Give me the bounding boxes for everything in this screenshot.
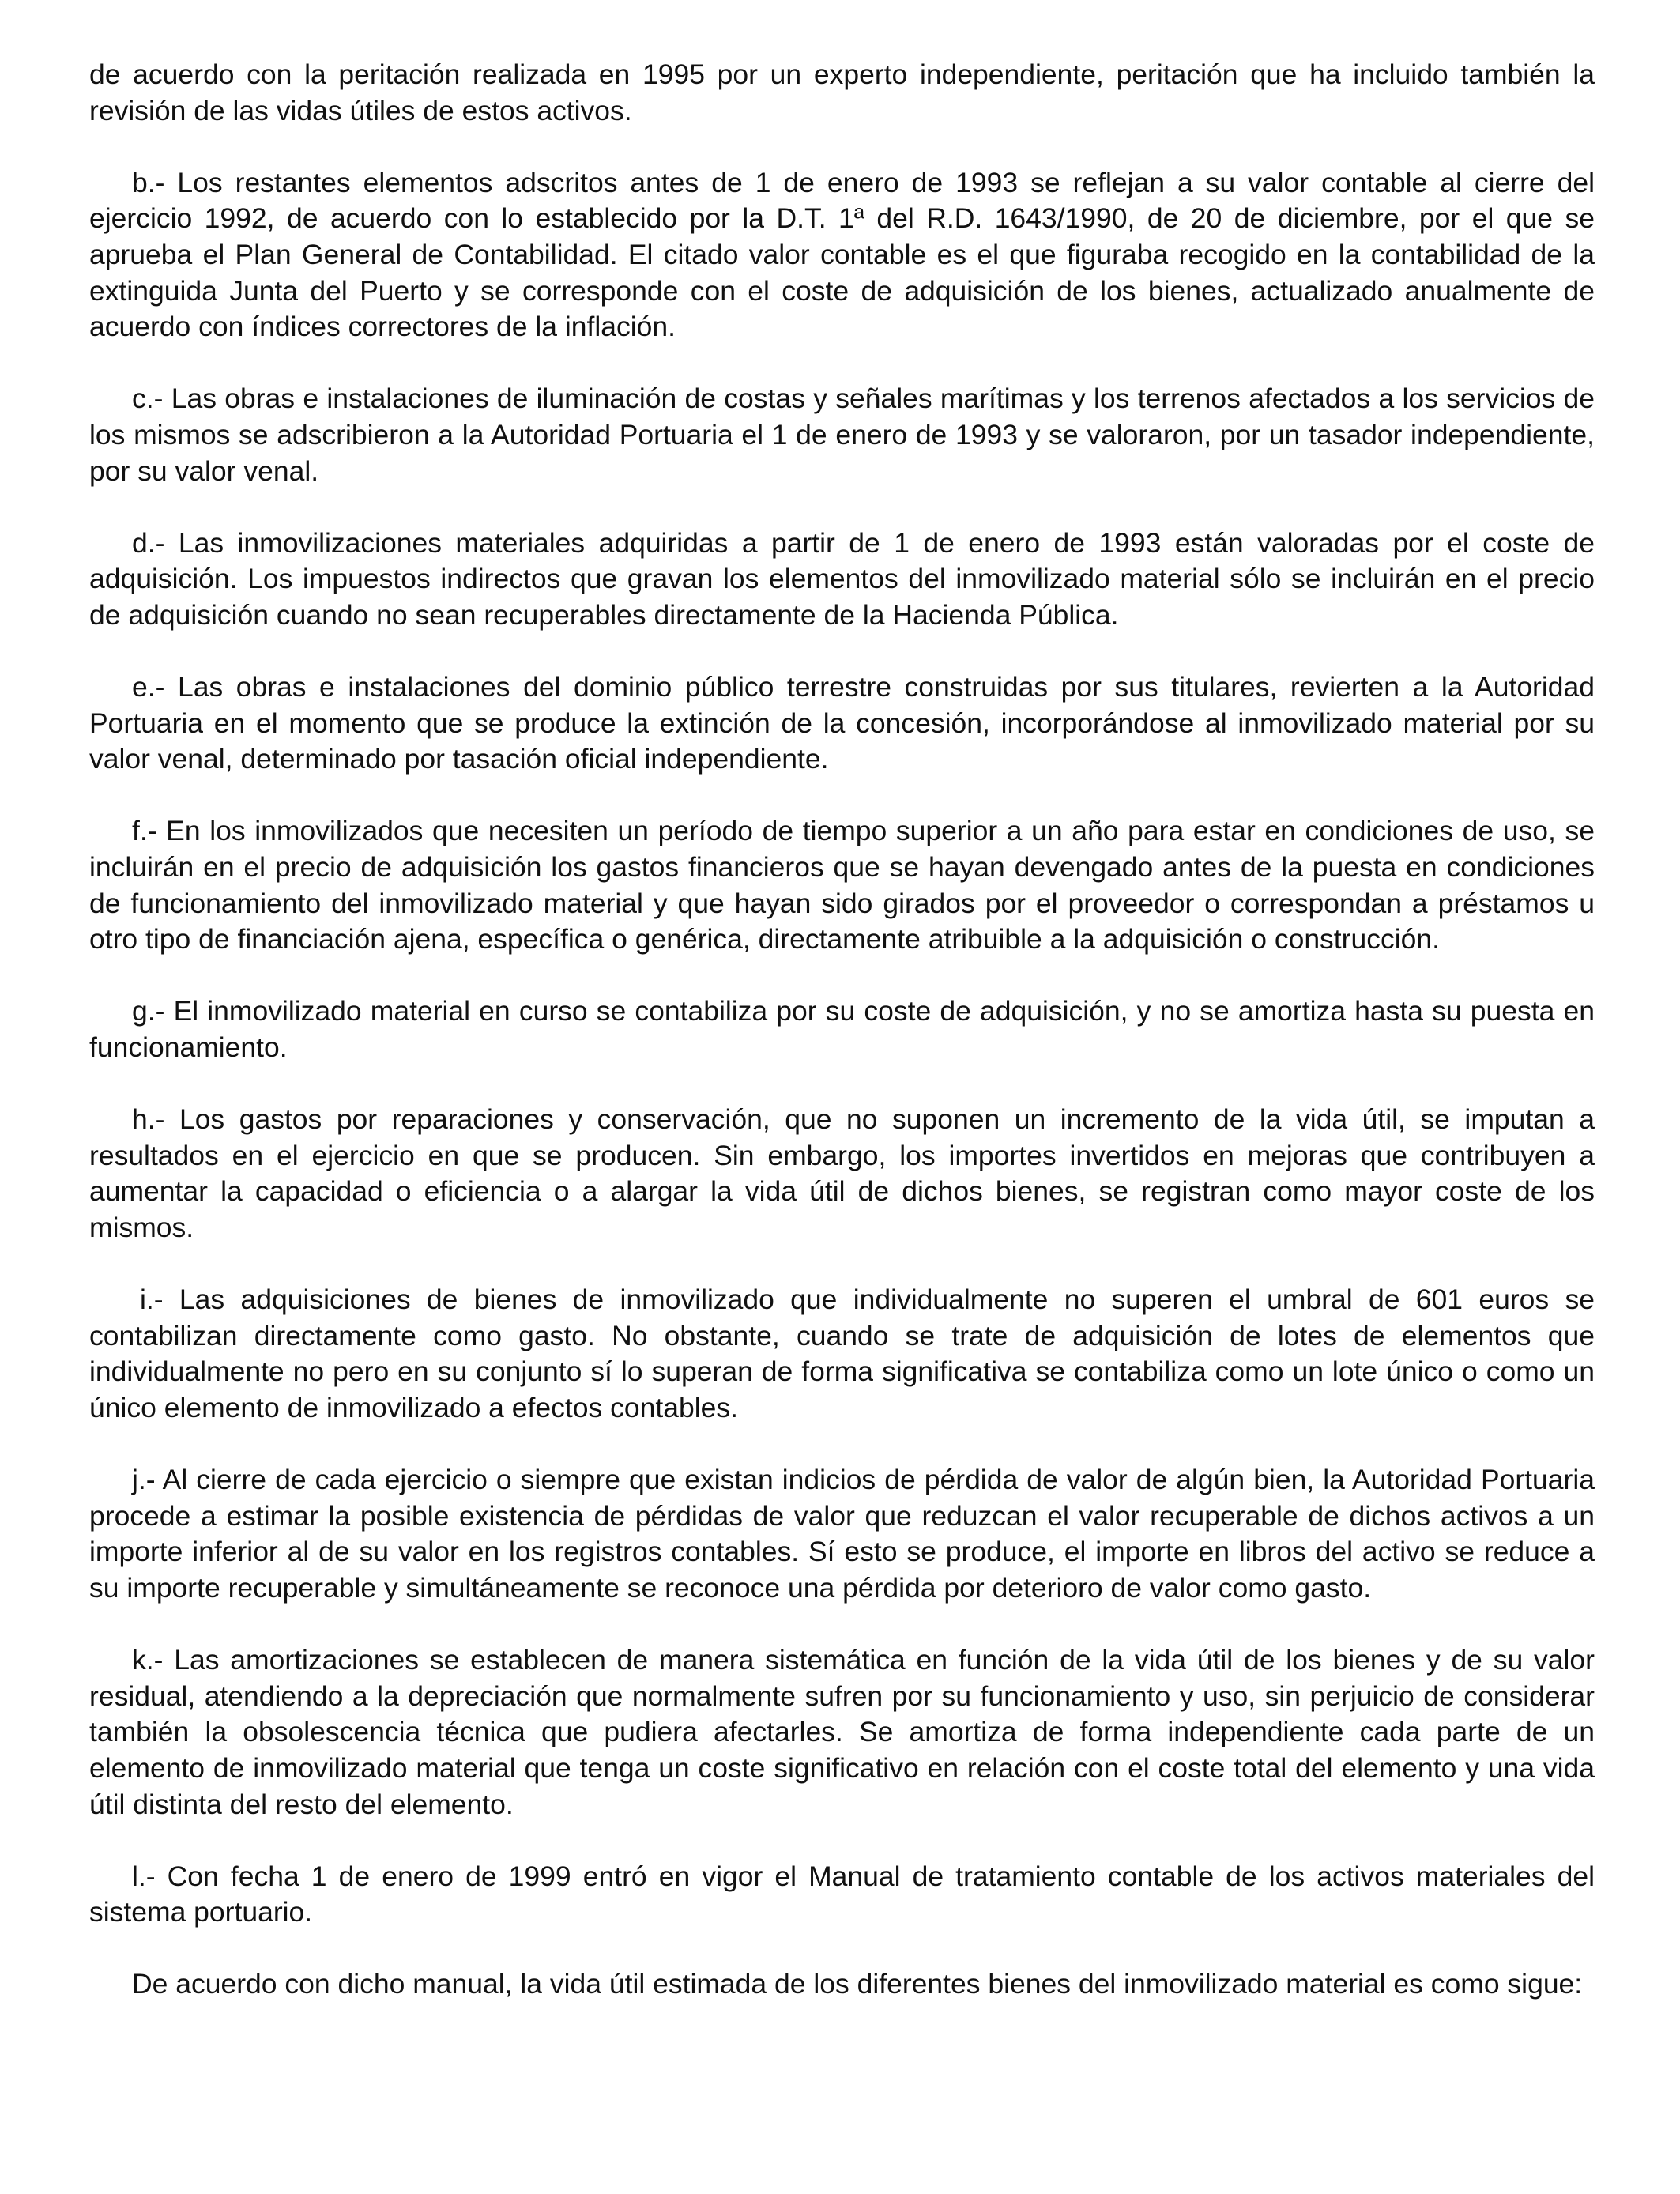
paragraph-item-j: j.- Al cierre de cada ejercicio o siempre que existan indicios de pérdida de valor de algún bien, la Autoridad Portuaria procede a estimar la posible existencia de pérdidas de valor que reduzcan el valor recuperable de dichos activos a un importe inferior al de su valor en los registros contables. Sí esto se produce, el importe en libros del activo se reduce a su importe recuperable y simultáneamente se reconoce una pérdida por deterioro de valor como gasto.	[89, 1464, 1595, 1604]
paragraph-useful-life-intro: De acuerdo con dicho manual, la vida útil estimada de los diferentes bienes del inmovilizado material es como sigue:	[132, 1968, 1583, 2000]
paragraph-item-d: d.- Las inmovilizaciones materiales adquiridas a partir de 1 de enero de 1993 están valoradas por el coste de adquisición. Los impuestos indirectos que gravan los elementos del inmovilizado material sólo se incluirán en el precio de adquisición cuando no sean recuperables directamente de la Hacienda Pública.	[89, 526, 1595, 631]
paragraph-item-c: c.- Las obras e instalaciones de iluminación de costas y señales marítimas y los terrenos afectados a los servicios de los mismos se adscribieron a la Autoridad Portuaria el 1 de enero de 1993 y se valoraron, por un tasador independiente, por su valor venal.	[89, 383, 1595, 487]
paragraph-item-g: g.- El inmovilizado material en curso se contabiliza por su coste de adquisición, y no se amortiza hasta su puesta en funcionamiento.	[89, 995, 1595, 1064]
paragraph-item-f: f.- En los inmovilizados que necesiten un período de tiempo superior a un año para estar en condiciones de uso, se incluirán en el precio de adquisición los gastos financieros que se hayan devengado antes de la puesta en condiciones de funcionamiento del inmovilizado material y que hayan sido girados por el proveedor o correspondan a préstamos u otro tipo de financiación ajena, específica o genérica, directamente atribuible a la adquisición o construcción.	[89, 815, 1595, 956]
paragraph-item-e: e.- Las obras e instalaciones del dominio público terrestre construidas por sus titulares, revierten a la Autoridad Portuaria en el momento que se produce la extinción de la concesión, incorporándose al inmovilizado material por su valor venal, determinado por tasación oficial independiente.	[89, 671, 1595, 775]
paragraph-item-i: i.- Las adquisiciones de bienes de inmovilizado que individualmente no superen el umbral de 601 euros se contabilizan directamente como gasto. No obstante, cuando se trate de adquisición de lotes de elementos que individualmente no pero en su conjunto sí lo superan de forma significativa se contabiliza como un lote único o como un único elemento de inmovilizado a efectos contables.	[89, 1284, 1595, 1423]
paragraph-item-l: l.- Con fecha 1 de enero de 1999 entró en vigor el Manual de tratamiento contable de los activos materiales del sistema portuario.	[89, 1860, 1595, 1928]
paragraph-item-b: b.- Los restantes elementos adscritos antes de 1 de enero de 1993 se reflejan a su valor contable al cierre del ejercicio 1992, de acuerdo con lo establecido por la D.T. 1ª del R.D. 1643/1990, de 20 de diciembre, por el que se aprueba el Plan General de Contabilidad. El citado valor contable es el que figuraba recogido en la contabilidad de la extinguida Junta del Puerto y se corresponde con el coste de adquisición de los bienes, actualizado anualmente de acuerdo con índices correctores de la inflación.	[89, 166, 1595, 343]
paragraph-item-h: h.- Los gastos por reparaciones y conservación, que no suponen un incremento de la vida útil, se imputan a resultados en el ejercicio en que se producen. Sin embargo, los importes invertidos en mejoras que contribuyen a aumentar la capacidad o eficiencia o a alargar la vida útil de dichos bienes, se registran como mayor coste de los mismos.	[89, 1103, 1595, 1243]
paragraph-item-k: k.- Las amortizaciones se establecen de manera sistemática en función de la vida útil de los bienes y de su valor residual, atendiendo a la depreciación que normalmente sufren por su funcionamiento y uso, sin perjuicio de considerar también la obsolescencia técnica que pudiera afectarles. Se amortiza de forma independiente cada parte de un elemento de inmovilizado material que tenga un coste significativo en relación con el coste total del elemento y una vida útil distinta del resto del elemento.	[89, 1644, 1595, 1820]
paragraph-intro-continuation: de acuerdo con la peritación realizada en 1995 por un experto independiente, peritación que ha incluido también la revisión de las vidas útiles de estos activos.	[89, 58, 1595, 126]
document-page	[89, 57, 1595, 2003]
